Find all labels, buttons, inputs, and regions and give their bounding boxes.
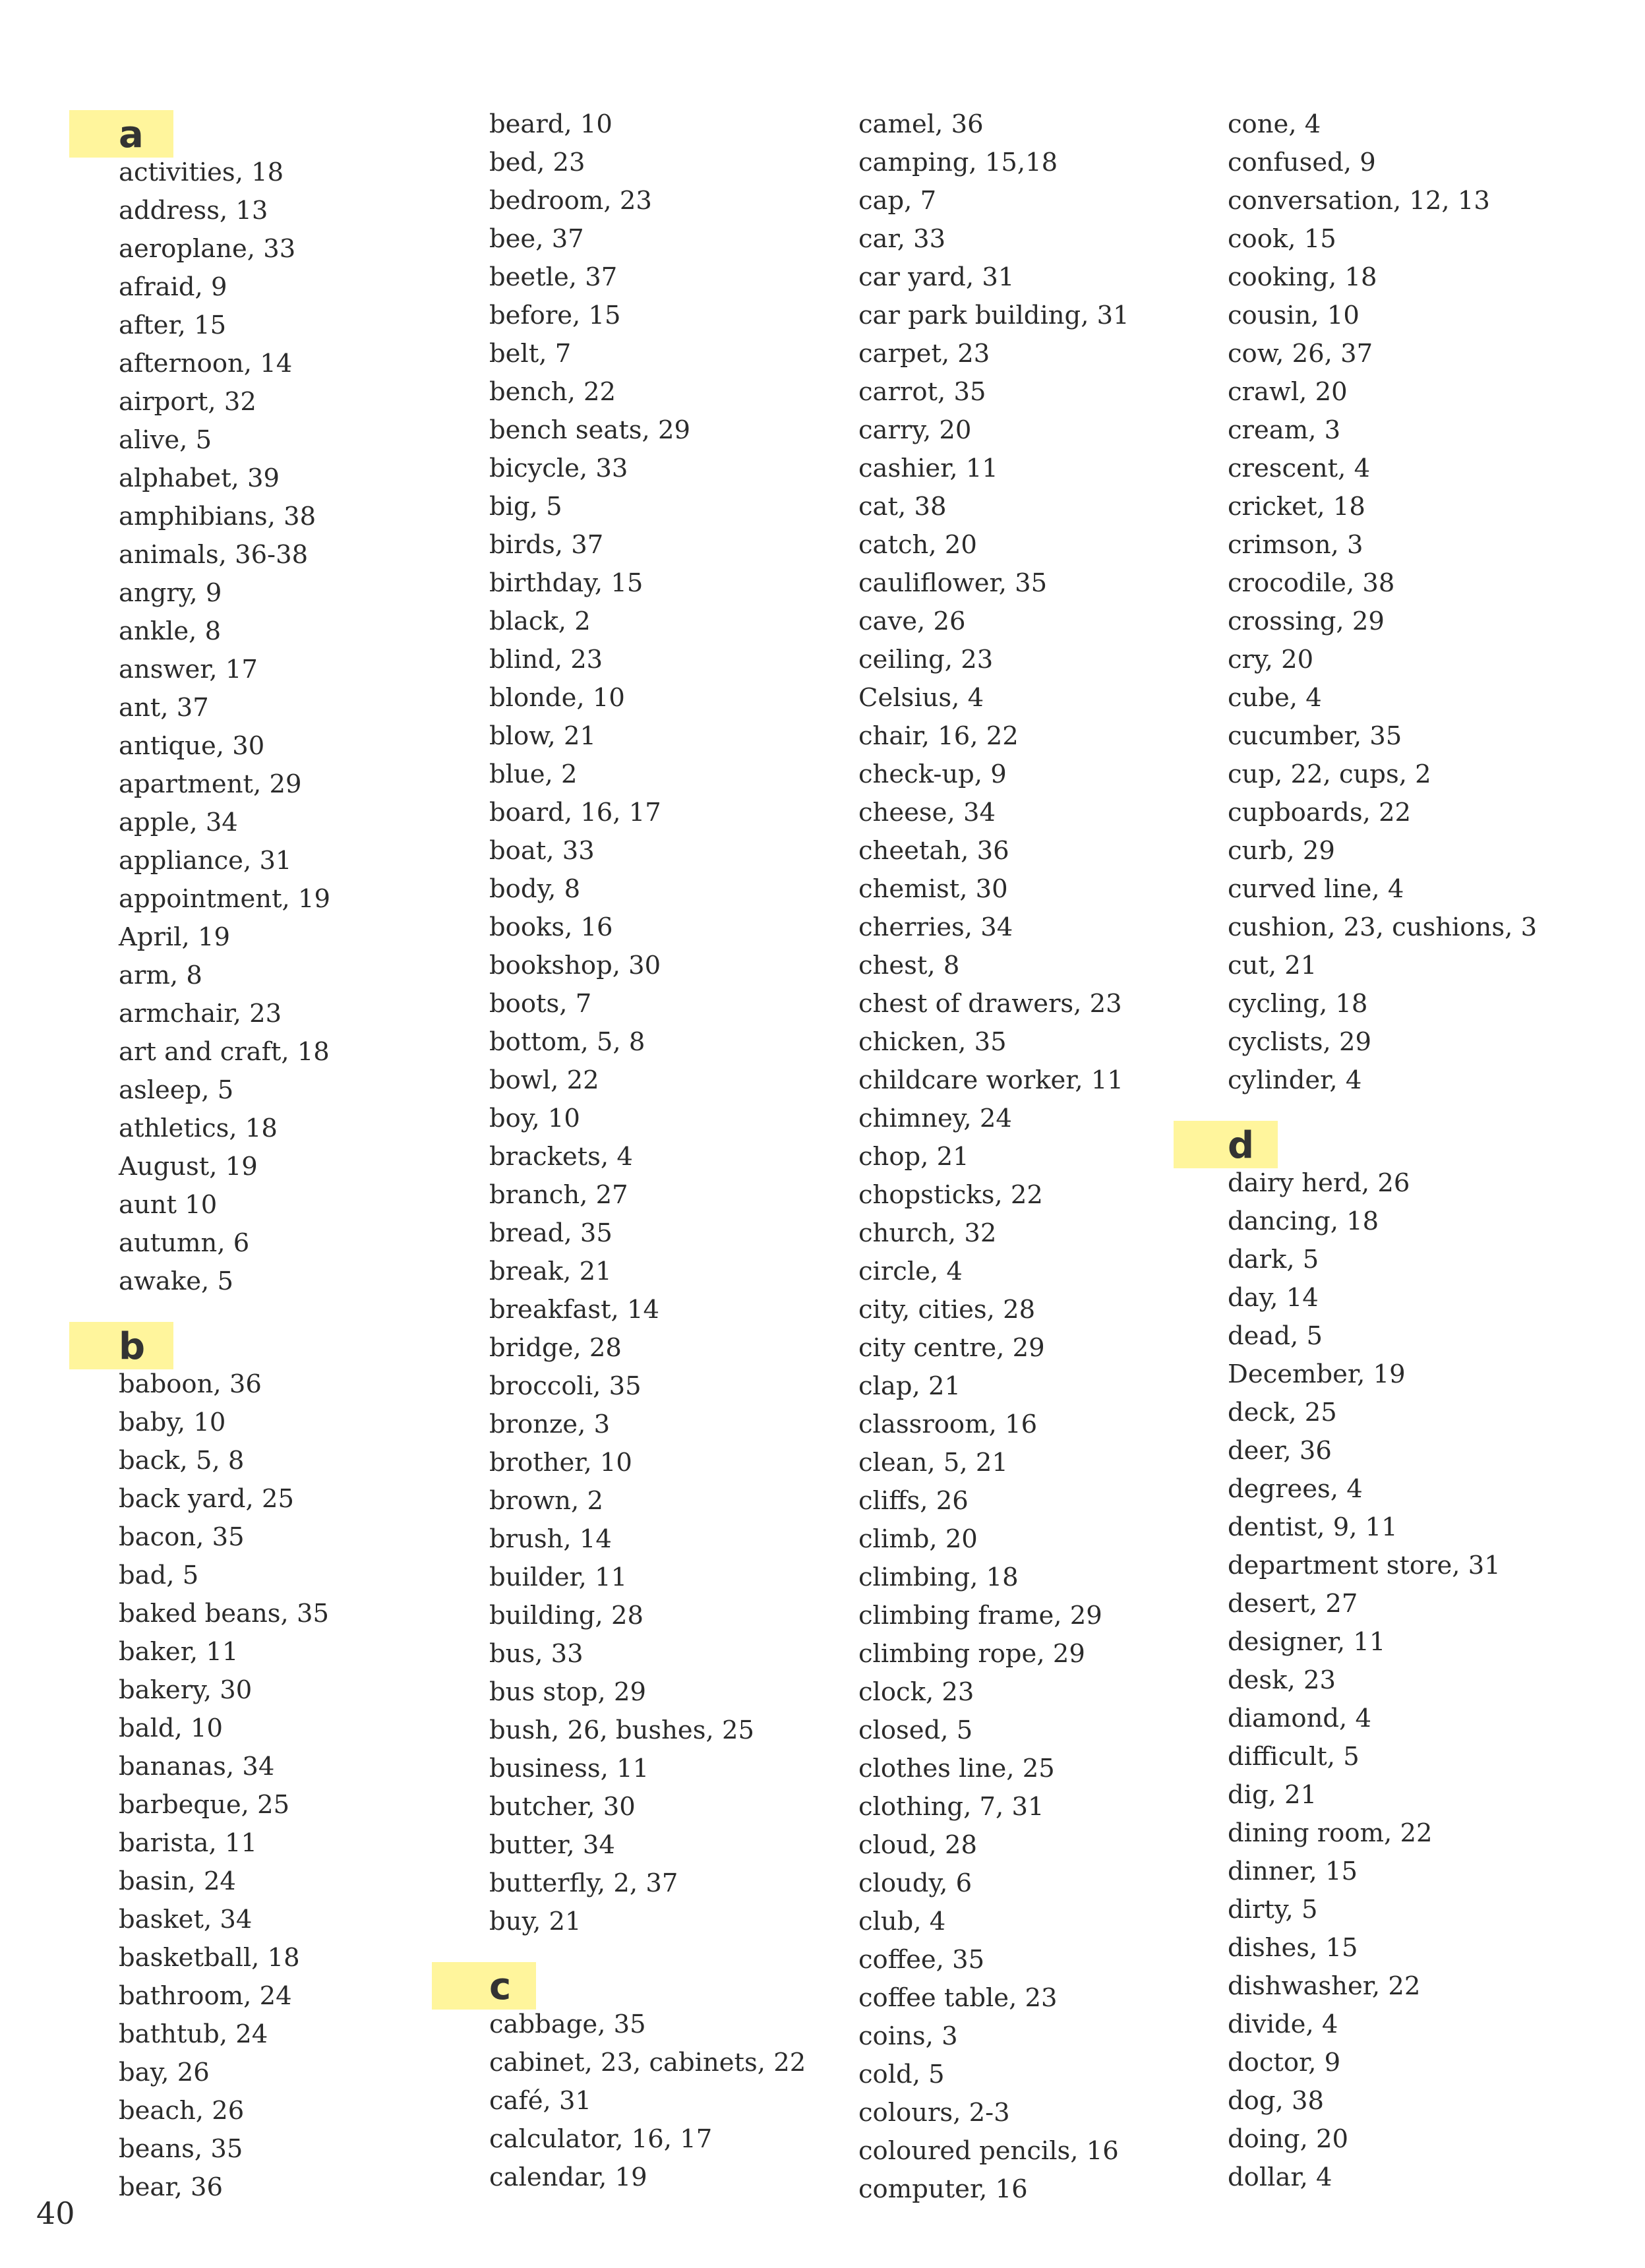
- index-entry: brush, 14: [489, 1524, 612, 1554]
- index-entry: bedroom, 23: [489, 186, 652, 216]
- index-entry: ceiling, 23: [858, 645, 994, 674]
- index-entry: cheese, 34: [858, 798, 996, 827]
- index-entry: ant, 37: [119, 693, 209, 723]
- index-entry: dog, 38: [1228, 2086, 1324, 2116]
- index-entry: chest, 8: [858, 951, 960, 980]
- index-entry: chicken, 35: [858, 1027, 1007, 1057]
- index-entry: chimney, 24: [858, 1104, 1012, 1133]
- index-entry: breakfast, 14: [489, 1295, 660, 1325]
- index-entry: dishes, 15: [1228, 1933, 1358, 1963]
- index-entry: clap, 21: [858, 1371, 961, 1401]
- index-entry: buy, 21: [489, 1907, 582, 1936]
- index-entry: brother, 10: [489, 1448, 632, 1477]
- index-entry: aeroplane, 33: [119, 234, 296, 264]
- index-entry: car, 33: [858, 224, 946, 254]
- index-entry: cream, 3: [1228, 415, 1341, 445]
- index-entry: builder, 11: [489, 1563, 628, 1592]
- index-entry: back, 5, 8: [119, 1446, 245, 1476]
- index-entry: answer, 17: [119, 655, 258, 684]
- index-entry: degrees, 4: [1228, 1474, 1363, 1504]
- index-entry: body, 8: [489, 874, 581, 904]
- index-entry: desert, 27: [1228, 1589, 1358, 1619]
- index-entry: cabinet, 23, cabinets, 22: [489, 2048, 806, 2077]
- index-entry: calculator, 16, 17: [489, 2124, 713, 2154]
- index-entry: camping, 15,18: [858, 148, 1058, 177]
- index-entry: break, 21: [489, 1257, 612, 1286]
- index-entry: cube, 4: [1228, 683, 1322, 713]
- index-entry: bookshop, 30: [489, 951, 661, 980]
- index-entry: baked beans, 35: [119, 1599, 329, 1628]
- index-entry: brown, 2: [489, 1486, 603, 1516]
- index-entry: crossing, 29: [1228, 607, 1385, 636]
- index-entry: cauliflower, 35: [858, 568, 1048, 598]
- index-entry: chop, 21: [858, 1142, 969, 1172]
- index-entry: dead, 5: [1228, 1321, 1323, 1351]
- index-entry: camel, 36: [858, 109, 984, 139]
- index-entry: bicycle, 33: [489, 454, 628, 483]
- index-entry: dig, 21: [1228, 1780, 1317, 1810]
- index-entry: cloud, 28: [858, 1830, 977, 1860]
- index-entry: beach, 26: [119, 2096, 245, 2126]
- index-entry: baker, 11: [119, 1637, 239, 1667]
- letter-header-a: [69, 110, 173, 158]
- index-entry: bananas, 34: [119, 1752, 275, 1781]
- index-entry: climbing frame, 29: [858, 1601, 1102, 1630]
- index-entry: beans, 35: [119, 2134, 243, 2164]
- index-entry: baby, 10: [119, 1408, 226, 1437]
- index-entry: alive, 5: [119, 425, 212, 455]
- index-entry: black, 2: [489, 607, 591, 636]
- index-entry: chemist, 30: [858, 874, 1008, 904]
- index-entry: bee, 37: [489, 224, 584, 254]
- index-entry: appointment, 19: [119, 884, 331, 914]
- index-entry: club, 4: [858, 1907, 946, 1936]
- index-entry: bench, 22: [489, 377, 616, 407]
- index-entry: dinner, 15: [1228, 1857, 1358, 1886]
- index-entry: crimson, 3: [1228, 530, 1363, 560]
- index-entry: beard, 10: [489, 109, 613, 139]
- index-entry: cheetah, 36: [858, 836, 1009, 866]
- index-entry: curb, 29: [1228, 836, 1335, 866]
- index-entry: cap, 7: [858, 186, 937, 216]
- index-entry: afraid, 9: [119, 272, 227, 302]
- index-entry: clothes line, 25: [858, 1754, 1055, 1783]
- index-entry: blue, 2: [489, 760, 578, 789]
- index-entry: coloured pencils, 16: [858, 2136, 1119, 2166]
- index-entry: city centre, 29: [858, 1333, 1045, 1363]
- index-entry: carrot, 35: [858, 377, 986, 407]
- index-entry: dairy herd, 26: [1228, 1168, 1410, 1198]
- index-entry: dollar, 4: [1228, 2163, 1332, 2192]
- index-entry: bus stop, 29: [489, 1677, 646, 1707]
- index-entry: crescent, 4: [1228, 454, 1371, 483]
- index-entry: antique, 30: [119, 731, 265, 761]
- index-entry: bottom, 5, 8: [489, 1027, 645, 1057]
- index-entry: conversation, 12, 13: [1228, 186, 1490, 216]
- index-entry: bathtub, 24: [119, 2019, 268, 2049]
- index-entry: arm, 8: [119, 961, 202, 990]
- index-entry: coffee, 35: [858, 1945, 985, 1975]
- index-entry: cliffs, 26: [858, 1486, 969, 1516]
- index-entry: airport, 32: [119, 387, 256, 417]
- index-entry: basin, 24: [119, 1866, 236, 1896]
- index-entry: cashier, 11: [858, 454, 998, 483]
- index-entry: boots, 7: [489, 989, 592, 1019]
- index-entry: athletics, 18: [119, 1114, 278, 1143]
- index-entry: computer, 16: [858, 2174, 1028, 2204]
- index-entry: cat, 38: [858, 492, 947, 522]
- letter-header-d: [1174, 1121, 1278, 1168]
- index-entry: awake, 5: [119, 1267, 233, 1296]
- index-entry: cushion, 23, cushions, 3: [1228, 912, 1538, 942]
- index-entry: classroom, 16: [858, 1410, 1038, 1439]
- index-entry: bathroom, 24: [119, 1981, 292, 2011]
- index-entry: cricket, 18: [1228, 492, 1365, 522]
- index-entry: branch, 27: [489, 1180, 628, 1210]
- index-entry: business, 11: [489, 1754, 649, 1783]
- letter-header-b: [69, 1322, 173, 1369]
- index-entry: asleep, 5: [119, 1075, 234, 1105]
- index-entry: circle, 4: [858, 1257, 963, 1286]
- index-entry: clothing, 7, 31: [858, 1792, 1044, 1822]
- index-entry: dancing, 18: [1228, 1207, 1379, 1236]
- index-entry: after, 15: [119, 311, 227, 340]
- index-entry: climbing, 18: [858, 1563, 1019, 1592]
- index-entry: cave, 26: [858, 607, 966, 636]
- index-entry: crocodile, 38: [1228, 568, 1395, 598]
- index-entry: bowl, 22: [489, 1065, 599, 1095]
- index-entry: butterfly, 2, 37: [489, 1868, 678, 1898]
- index-entry: April, 19: [119, 922, 230, 952]
- index-entry: blonde, 10: [489, 683, 625, 713]
- index-entry: bald, 10: [119, 1714, 224, 1743]
- letter-header-label: c: [489, 1965, 512, 2008]
- index-entry: coffee table, 23: [858, 1983, 1058, 2013]
- index-entry: apple, 34: [119, 808, 238, 837]
- index-entry: bronze, 3: [489, 1410, 611, 1439]
- index-entry: day, 14: [1228, 1283, 1319, 1313]
- index-entry: chair, 16, 22: [858, 721, 1019, 751]
- index-entry: cucumber, 35: [1228, 721, 1402, 751]
- index-entry: carpet, 23: [858, 339, 990, 369]
- index-entry: boy, 10: [489, 1104, 580, 1133]
- index-entry: cone, 4: [1228, 109, 1321, 139]
- index-entry: doctor, 9: [1228, 2048, 1341, 2077]
- index-entry: dishwasher, 22: [1228, 1971, 1421, 2001]
- index-entry: August, 19: [119, 1152, 258, 1181]
- index-entry: dirty, 5: [1228, 1895, 1318, 1925]
- index-entry: appliance, 31: [119, 846, 292, 876]
- index-entry: church, 32: [858, 1218, 997, 1248]
- index-entry: board, 16, 17: [489, 798, 661, 827]
- index-entry: chest of drawers, 23: [858, 989, 1122, 1019]
- index-entry: car park building, 31: [858, 301, 1129, 330]
- index-entry: cabbage, 35: [489, 2010, 646, 2039]
- index-entry: calendar, 19: [489, 2163, 647, 2192]
- index-entry: catch, 20: [858, 530, 977, 560]
- index-entry: cup, 22, cups, 2: [1228, 760, 1431, 789]
- letter-header-label: a: [119, 113, 144, 156]
- index-entry: art and craft, 18: [119, 1037, 330, 1067]
- index-entry: before, 15: [489, 301, 621, 330]
- index-entry: department store, 31: [1228, 1551, 1501, 1580]
- index-entry: activities, 18: [119, 158, 284, 187]
- index-entry: climb, 20: [858, 1524, 978, 1554]
- index-entry: deck, 25: [1228, 1398, 1337, 1427]
- index-entry: butcher, 30: [489, 1792, 636, 1822]
- index-entry: cut, 21: [1228, 951, 1317, 980]
- index-entry: carry, 20: [858, 415, 972, 445]
- index-entry: bus, 33: [489, 1639, 583, 1669]
- index-entry: bacon, 35: [119, 1522, 245, 1552]
- index-entry: bench seats, 29: [489, 415, 691, 445]
- index-entry: afternoon, 14: [119, 349, 293, 378]
- index-entry: desk, 23: [1228, 1665, 1336, 1695]
- index-entry: broccoli, 35: [489, 1371, 642, 1401]
- index-entry: ankle, 8: [119, 616, 222, 646]
- index-entry: cold, 5: [858, 2060, 945, 2089]
- index-entry: car yard, 31: [858, 262, 1015, 292]
- index-entry: bread, 35: [489, 1218, 613, 1248]
- index-entry: Celsius, 4: [858, 683, 984, 713]
- index-entry: cycling, 18: [1228, 989, 1368, 1019]
- index-entry: cupboards, 22: [1228, 798, 1412, 827]
- index-entry: divide, 4: [1228, 2010, 1338, 2039]
- index-entry: birthday, 15: [489, 568, 643, 598]
- index-entry: angry, 9: [119, 578, 222, 608]
- index-entry: bakery, 30: [119, 1675, 253, 1705]
- index-entry: barbeque, 25: [119, 1790, 290, 1820]
- index-entry: cow, 26, 37: [1228, 339, 1373, 369]
- index-entry: designer, 11: [1228, 1627, 1386, 1657]
- index-entry: cylinder, 4: [1228, 1065, 1362, 1095]
- index-entry: aunt 10: [119, 1190, 218, 1220]
- index-entry: blow, 21: [489, 721, 596, 751]
- index-entry: baboon, 36: [119, 1369, 262, 1399]
- letter-header-label: d: [1228, 1124, 1255, 1167]
- index-entry: doing, 20: [1228, 2124, 1349, 2154]
- index-entry: confused, 9: [1228, 148, 1376, 177]
- index-entry: building, 28: [489, 1601, 643, 1630]
- index-entry: autumn, 6: [119, 1228, 250, 1258]
- index-entry: basketball, 18: [119, 1943, 300, 1973]
- index-entry: cloudy, 6: [858, 1868, 972, 1898]
- index-entry: amphibians, 38: [119, 502, 316, 531]
- index-entry: cyclists, 29: [1228, 1027, 1371, 1057]
- index-entry: basket, 34: [119, 1905, 253, 1934]
- index-entry: boat, 33: [489, 836, 595, 866]
- index-entry: animals, 36-38: [119, 540, 309, 570]
- index-entry: dining room, 22: [1228, 1818, 1433, 1848]
- index-entry: December, 19: [1228, 1359, 1406, 1389]
- index-entry: address, 13: [119, 196, 268, 225]
- index-entry: dentist, 9, 11: [1228, 1512, 1398, 1542]
- index-entry: bad, 5: [119, 1561, 199, 1590]
- index-entry: closed, 5: [858, 1716, 973, 1745]
- index-entry: books, 16: [489, 912, 613, 942]
- index-entry: birds, 37: [489, 530, 604, 560]
- index-entry: back yard, 25: [119, 1484, 294, 1514]
- index-entry: bridge, 28: [489, 1333, 622, 1363]
- index-entry: childcare worker, 11: [858, 1065, 1123, 1095]
- letter-header-c: [432, 1962, 536, 2010]
- index-entry: big, 5: [489, 492, 562, 522]
- index-entry: chopsticks, 22: [858, 1180, 1043, 1210]
- index-entry: bed, 23: [489, 148, 585, 177]
- index-entry: belt, 7: [489, 339, 572, 369]
- index-entry: bay, 26: [119, 2058, 210, 2087]
- index-entry: clean, 5, 21: [858, 1448, 1008, 1477]
- index-entry: clock, 23: [858, 1677, 974, 1707]
- index-entry: cry, 20: [1228, 645, 1314, 674]
- index-entry: difficult, 5: [1228, 1742, 1360, 1772]
- index-entry: beetle, 37: [489, 262, 618, 292]
- page-number: 40: [36, 2195, 75, 2231]
- index-entry: climbing rope, 29: [858, 1639, 1085, 1669]
- index-entry: coins, 3: [858, 2021, 958, 2051]
- index-entry: bear, 36: [119, 2172, 224, 2202]
- index-entry: cherries, 34: [858, 912, 1013, 942]
- index-entry: check-up, 9: [858, 760, 1007, 789]
- index-entry: cooking, 18: [1228, 262, 1377, 292]
- index-entry: curved line, 4: [1228, 874, 1404, 904]
- index-entry: cook, 15: [1228, 224, 1336, 254]
- index-entry: cousin, 10: [1228, 301, 1360, 330]
- index-entry: colours, 2-3: [858, 2098, 1010, 2128]
- index-entry: crawl, 20: [1228, 377, 1348, 407]
- index-entry: city, cities, 28: [858, 1295, 1036, 1325]
- letter-header-label: b: [119, 1325, 146, 1368]
- index-entry: armchair, 23: [119, 999, 282, 1029]
- index-entry: alphabet, 39: [119, 463, 280, 493]
- index-entry: blind, 23: [489, 645, 603, 674]
- index-entry: apartment, 29: [119, 769, 302, 799]
- index-entry: deer, 36: [1228, 1436, 1332, 1466]
- index-entry: butter, 34: [489, 1830, 615, 1860]
- index-entry: diamond, 4: [1228, 1704, 1372, 1733]
- index-entry: barista, 11: [119, 1828, 257, 1858]
- index-entry: café, 31: [489, 2086, 592, 2116]
- index-entry: dark, 5: [1228, 1245, 1319, 1274]
- index-entry: bush, 26, bushes, 25: [489, 1716, 754, 1745]
- index-entry: brackets, 4: [489, 1142, 633, 1172]
